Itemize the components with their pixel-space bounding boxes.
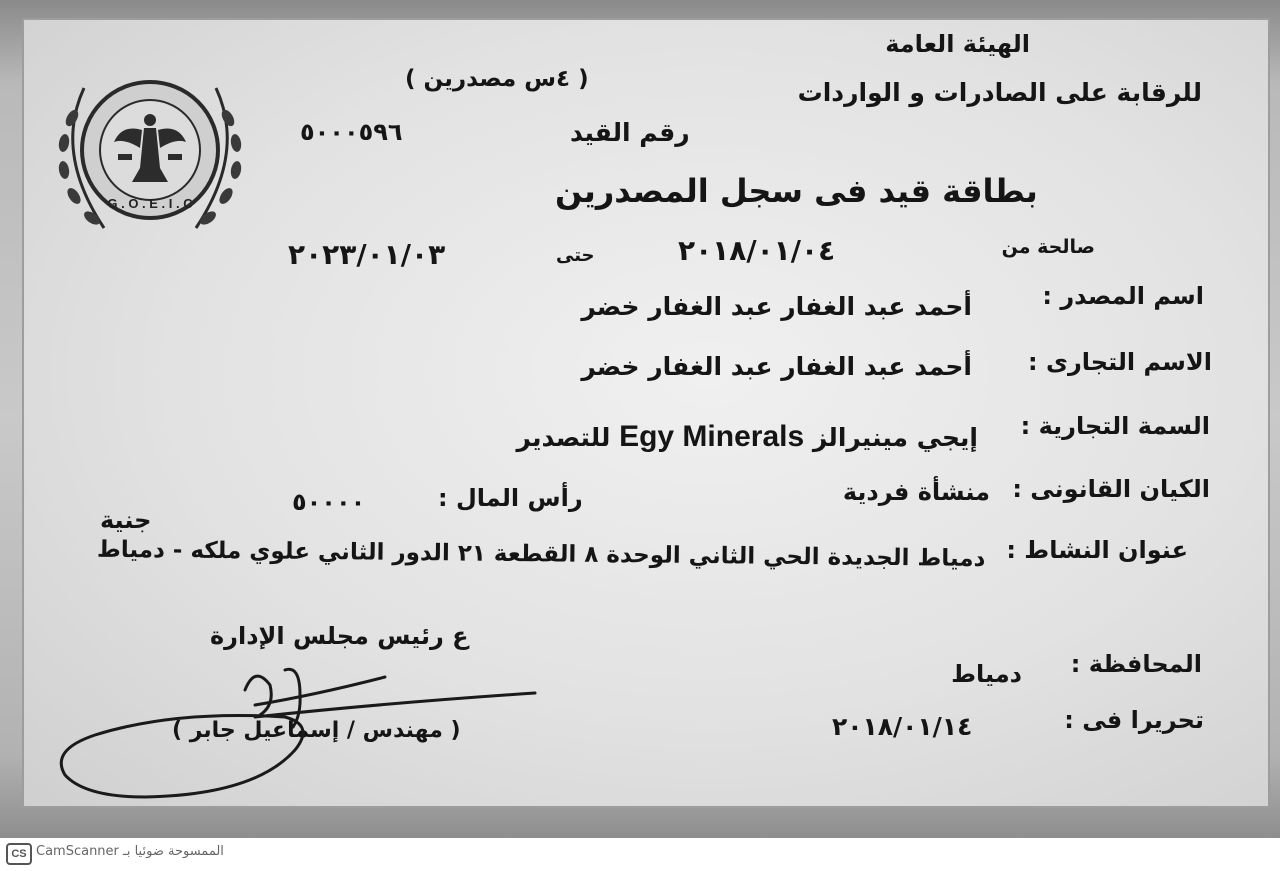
capital-currency: جنية — [100, 506, 152, 534]
capital-label: رأس المال : — [438, 484, 583, 512]
valid-to-label: حتى — [556, 245, 595, 266]
issued-label: تحريرا فى : — [1064, 706, 1204, 734]
exporter-name-value: أحمد عبد الغفار عبد الغفار خضر — [581, 292, 972, 321]
activity-address-label: عنوان النشاط : — [1006, 536, 1188, 564]
camscanner-text: الممسوحة ضوئيا بـ CamScanner — [36, 844, 224, 859]
trade-mark-latin: Egy Minerals — [619, 420, 805, 453]
trade-mark-suffix: للتصدير — [516, 423, 611, 452]
trade-mark-value — [517, 420, 978, 454]
registration-number: ٥٠٠٠٥٩٦ — [300, 118, 403, 146]
legal-entity-value: منشأة فردية — [842, 478, 990, 506]
trade-mark-label: السمة التجارية : — [1020, 412, 1210, 440]
category-note: ( ٤س مصدرين ) — [405, 66, 589, 92]
handwritten-signature — [55, 655, 555, 805]
camscanner-icon: CS — [6, 843, 32, 865]
registration-label: رقم القيد — [570, 118, 690, 147]
authority-line-1: الهيئة العامة — [885, 30, 1030, 58]
valid-from-label: صالحة من — [1001, 236, 1095, 258]
governorate-label: المحافظة : — [1070, 650, 1202, 678]
capital-value: ٥٠٠٠٠ — [292, 488, 366, 516]
valid-to-date: ٢٠٢٣/٠١/٠٣ — [288, 238, 446, 271]
signatory-name: ( مهندس / إسماعيل جابر ) — [172, 718, 461, 743]
seal-letters: G . O . E . I . C — [107, 196, 193, 211]
commercial-name-label: الاسم التجارى : — [1028, 348, 1212, 376]
legal-entity-label: الكيان القانونى : — [1012, 475, 1210, 503]
exporter-name-label: اسم المصدر : — [1042, 282, 1204, 310]
governorate-value: دمياط — [951, 660, 1022, 688]
trade-mark-arabic: إيجي مينيرالز — [812, 423, 978, 452]
commercial-name-value: أحمد عبد الغفار عبد الغفار خضر — [581, 352, 972, 381]
signatory-title: ع رئيس مجلس الإدارة — [210, 622, 469, 650]
activity-address-value: دمياط الجديدة الحي الثاني الوحدة ٨ القطعة ٢١ الدور الثاني علوي ملكه - دمياط — [97, 536, 986, 572]
valid-from-date: ٢٠١٨/٠١/٠٤ — [678, 234, 836, 267]
issued-date: ٢٠١٨/٠١/١٤ — [832, 712, 973, 741]
card-title: بطاقة قيد فى سجل المصدرين — [555, 172, 1038, 210]
authority-line-2: للرقابة على الصادرات و الواردات — [797, 78, 1202, 107]
goeic-seal-icon — [44, 58, 256, 248]
